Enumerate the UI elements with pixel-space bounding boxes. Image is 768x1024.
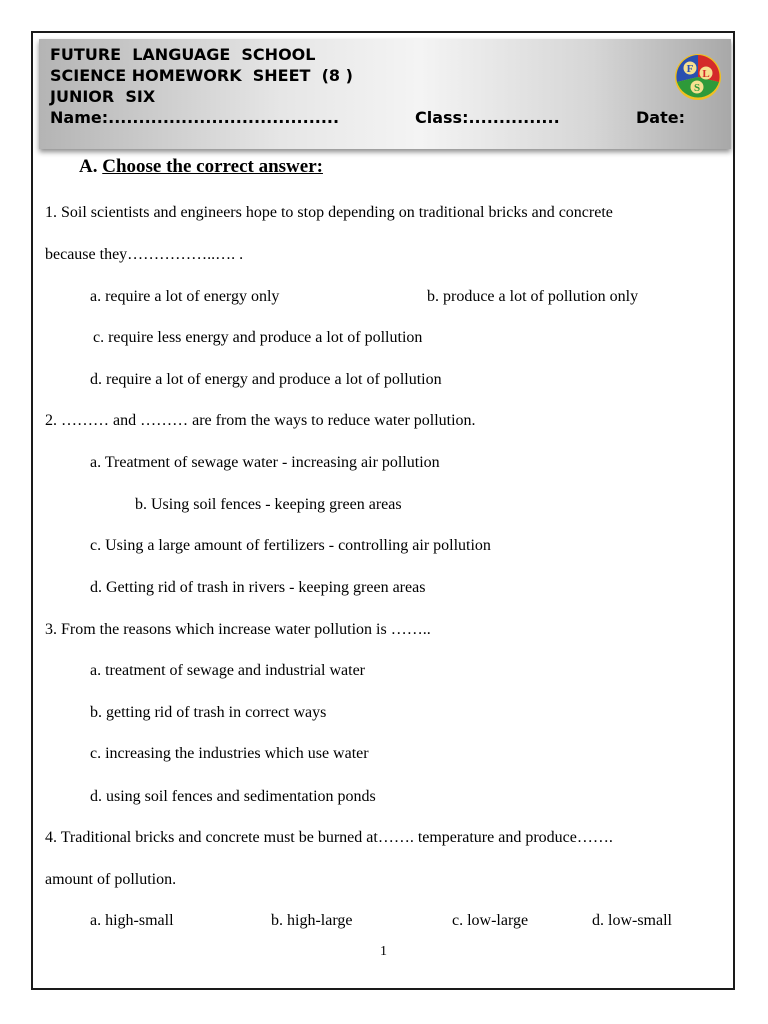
question-1-option-a: a. require a lot of energy only xyxy=(90,288,280,305)
question-4-option-a: a. high-small xyxy=(90,912,174,929)
question-2-option-a: a. Treatment of sewage water - increasing air pollution xyxy=(90,454,440,471)
question-2-option-b: b. Using soil fences - keeping green areas xyxy=(135,496,402,513)
question-1-line-1: 1. Soil scientists and engineers hope to stop depending on traditional bricks and concrete xyxy=(45,204,613,221)
question-1-option-b: b. produce a lot of pollution only xyxy=(427,288,639,305)
class-field-label: Class:............... xyxy=(415,108,560,127)
question-2-option-d: d. Getting rid of trash in rivers - keeping green areas xyxy=(90,579,426,596)
name-field-label: Name:...................................... xyxy=(50,108,340,127)
question-2-option-c: c. Using a large amount of fertilizers - controlling air pollution xyxy=(90,537,491,554)
question-4-option-c: c. low-large xyxy=(452,912,529,929)
school-name: FUTURE LANGUAGE SCHOOL xyxy=(50,45,316,64)
logo-letter-f: F xyxy=(686,63,694,75)
school-logo xyxy=(673,52,723,102)
question-4-option-d: d. low-small xyxy=(592,912,672,929)
sheet-title: SCIENCE HOMEWORK SHEET (8 ) xyxy=(50,66,353,85)
question-4-option-b: b. high-large xyxy=(271,912,353,929)
question-3-option-c: c. increasing the industries which use water xyxy=(90,745,369,762)
question-3-option-a: a. treatment of sewage and industrial water xyxy=(90,662,365,679)
section-letter: A. xyxy=(79,156,98,177)
date-field-label: Date: xyxy=(636,108,685,127)
header-banner xyxy=(39,39,731,149)
question-3-line-1: 3. From the reasons which increase water pollution is …….. xyxy=(45,621,431,638)
question-4-line-1: 4. Traditional bricks and concrete must be burned at……. temperature and produce……. xyxy=(45,829,613,846)
section-heading xyxy=(79,158,323,176)
page-number: 1 xyxy=(380,944,387,959)
logo-letter-l: L xyxy=(702,68,710,80)
question-1-line-2: because they……………..…. . xyxy=(45,246,244,263)
question-3-option-b: b. getting rid of trash in correct ways xyxy=(90,704,327,721)
section-title: Choose the correct answer: xyxy=(102,156,323,177)
question-1-option-d: d. require a lot of energy and produce a lot of pollution xyxy=(90,371,442,388)
question-3-option-d: d. using soil fences and sedimentation ponds xyxy=(90,788,376,805)
question-1-option-c: c. require less energy and produce a lot of pollution xyxy=(93,329,423,346)
grade-level: JUNIOR SIX xyxy=(50,87,156,106)
question-2-line-1: 2. ……… and ……… are from the ways to reduce water pollution. xyxy=(45,412,476,429)
logo-letter-s: S xyxy=(693,82,701,94)
question-4-line-2: amount of pollution. xyxy=(45,871,177,888)
